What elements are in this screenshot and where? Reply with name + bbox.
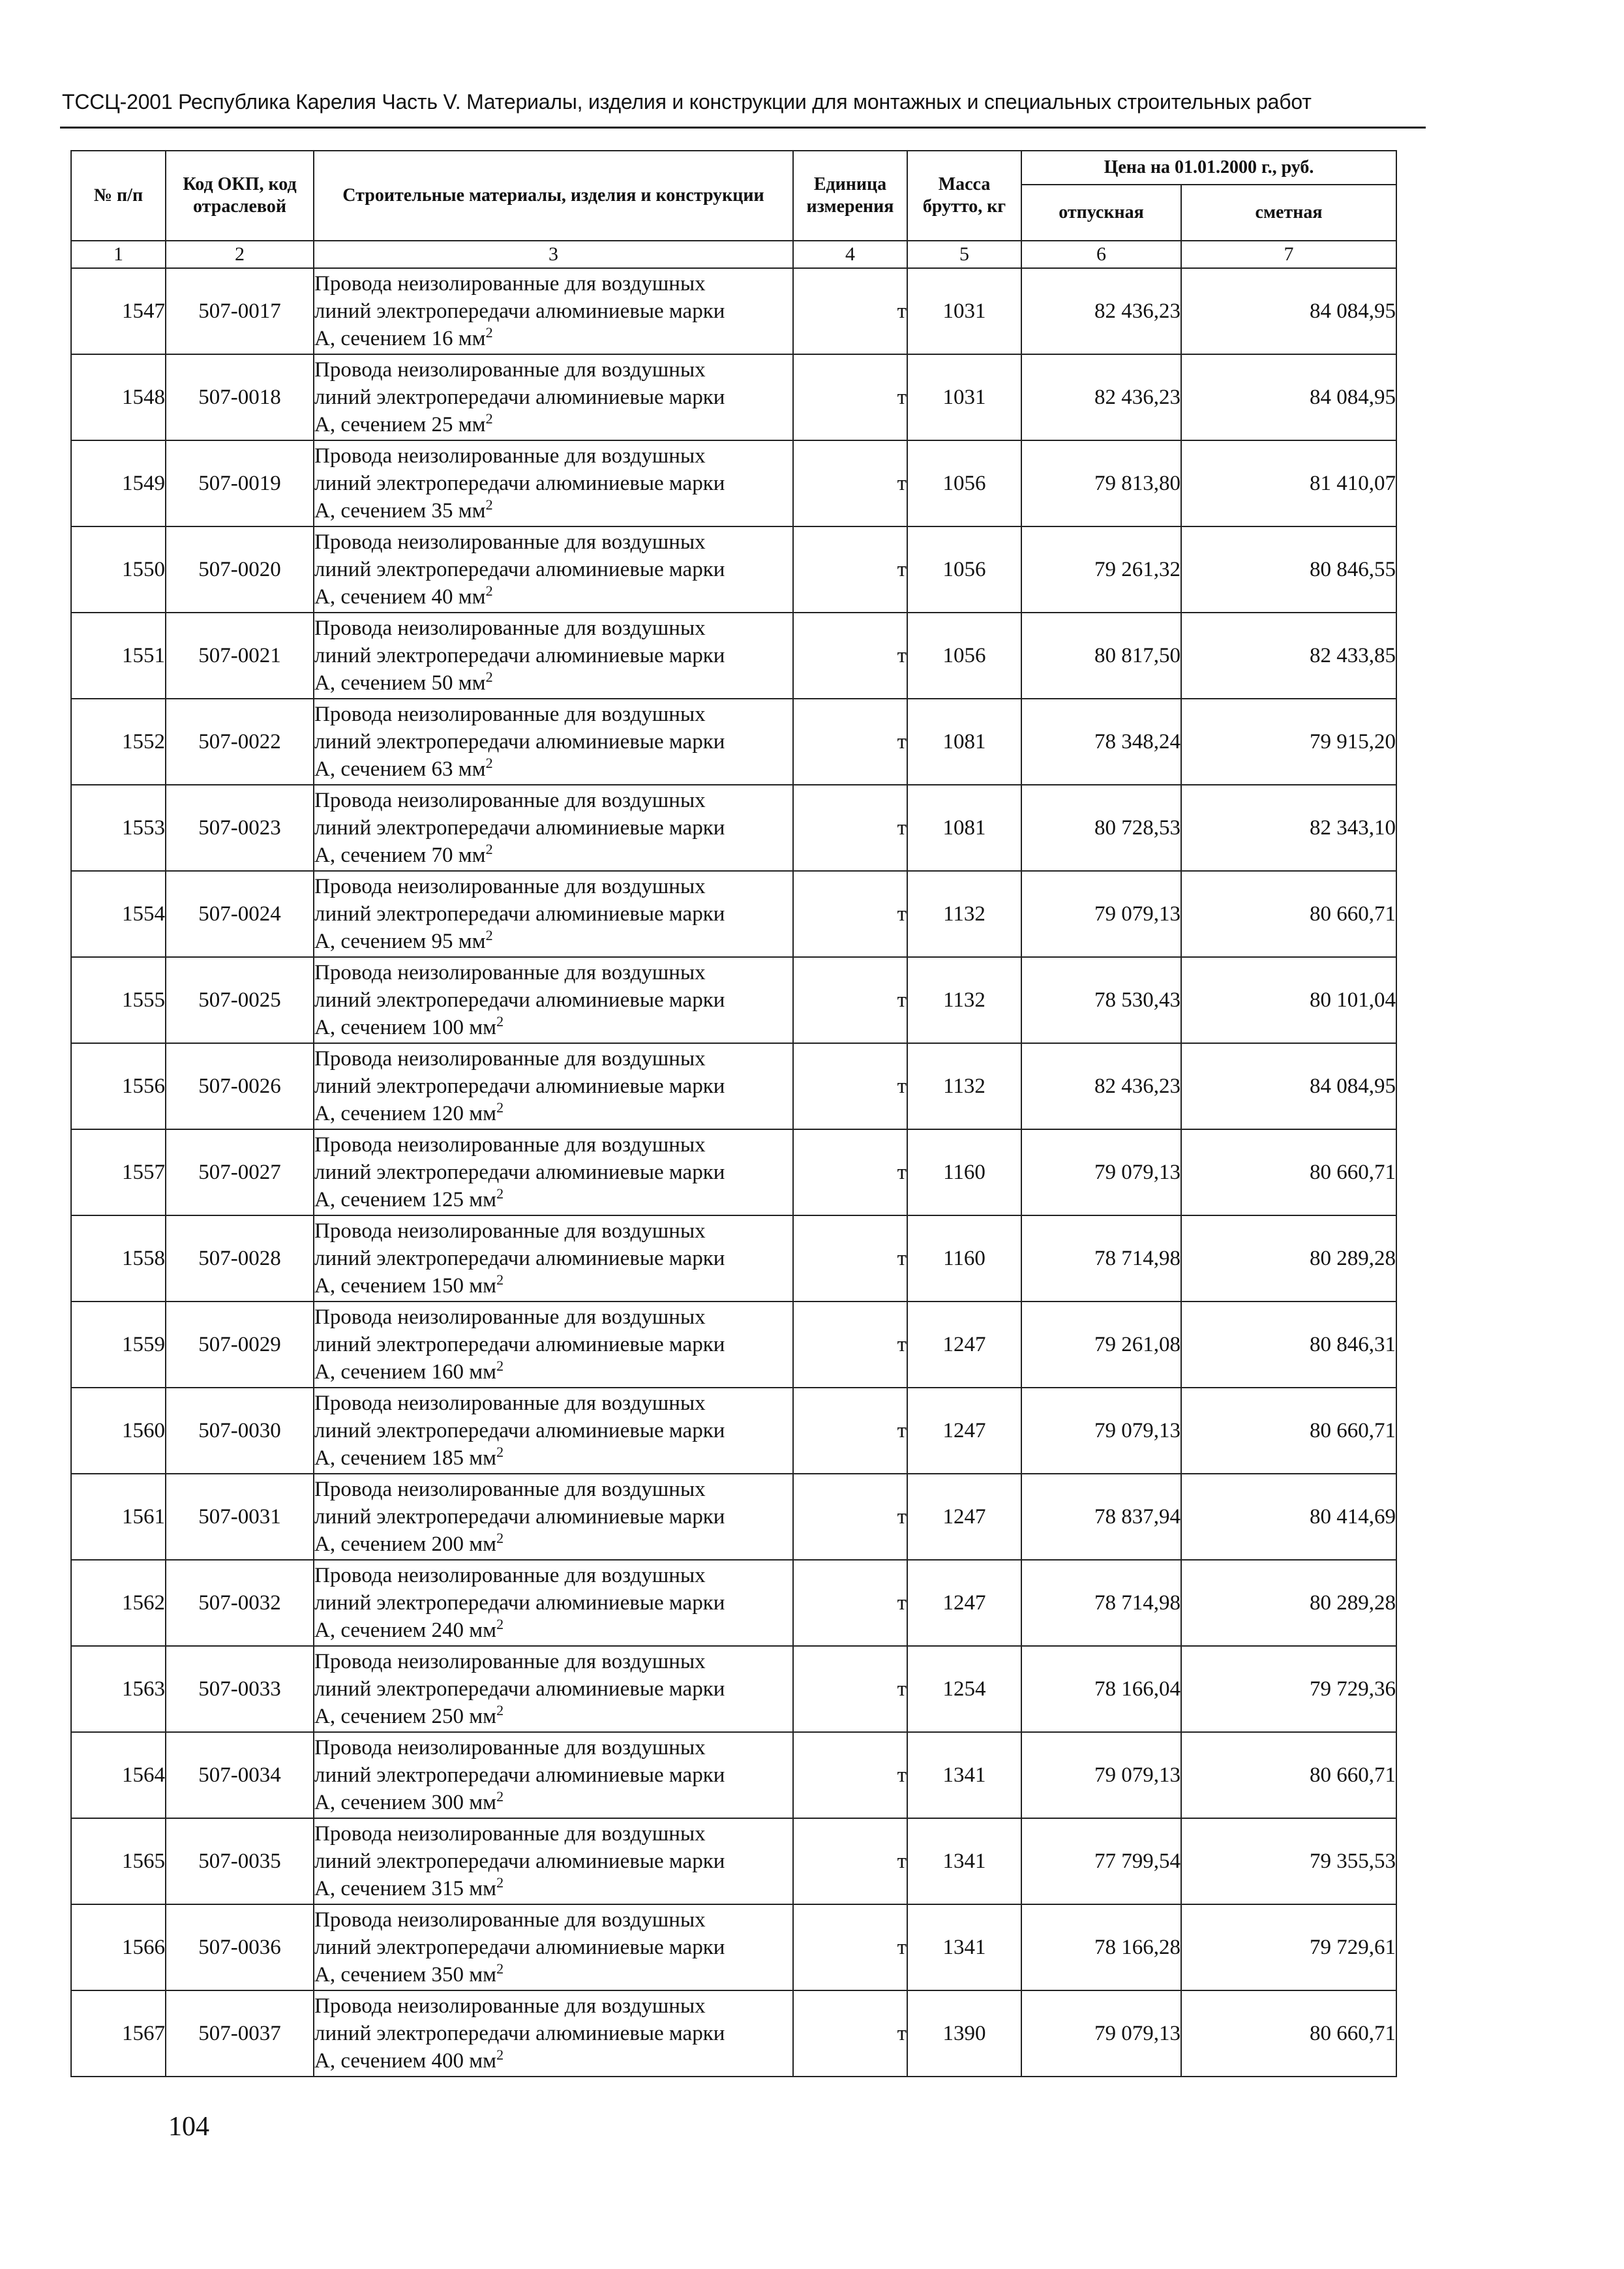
row-number: 1548 [71, 354, 166, 440]
row-mass: 1132 [907, 957, 1021, 1043]
row-name-section: А, сечением 160 мм [314, 1360, 497, 1384]
row-name-superscript: 2 [485, 841, 493, 857]
column-number: 2 [166, 241, 314, 268]
header-price-estimate: сметная [1181, 185, 1396, 241]
row-price-release: 79 079,13 [1021, 871, 1181, 957]
table-row [71, 268, 1396, 354]
row-mass: 1132 [907, 1043, 1021, 1129]
row-name-line [314, 1358, 792, 1386]
row-code: 507-0025 [166, 957, 314, 1043]
row-number: 1550 [71, 526, 166, 613]
row-price-estimate: 82 343,10 [1181, 785, 1396, 871]
row-mass: 1341 [907, 1818, 1021, 1904]
page-number: 104 [168, 2112, 209, 2142]
row-code: 507-0018 [166, 354, 314, 440]
row-price-release: 78 530,43 [1021, 957, 1181, 1043]
row-name-superscript: 2 [485, 410, 493, 427]
row-price-estimate: 80 660,71 [1181, 1388, 1396, 1474]
table-body [71, 268, 1396, 2077]
row-name-superscript: 2 [496, 1702, 504, 1718]
row-name-superscript: 2 [496, 1616, 504, 1632]
row-number: 1556 [71, 1043, 166, 1129]
row-price-release: 80 817,50 [1021, 613, 1181, 699]
row-price-estimate: 84 084,95 [1181, 354, 1396, 440]
row-name-line: линий электропередачи алюминиевые марки [314, 1677, 725, 1701]
row-name-line: Провода неизолированные для воздушных [314, 1047, 706, 1071]
row-name [314, 440, 793, 526]
row-name [314, 1904, 793, 1990]
row-name-line: Провода неизолированные для воздушных [314, 1908, 706, 1932]
row-price-estimate: 80 660,71 [1181, 1732, 1396, 1818]
row-unit: т [793, 1388, 907, 1474]
row-number: 1567 [71, 1990, 166, 2077]
header-price-release: отпускная [1021, 185, 1181, 241]
row-name-line [314, 669, 792, 697]
row-name-line: линий электропередачи алюминиевые марки [314, 644, 725, 667]
row-name-line: линий электропередачи алюминиевые марки [314, 1161, 725, 1184]
row-unit: т [793, 354, 907, 440]
table-row [71, 1732, 1396, 1818]
row-name-line [314, 1014, 792, 1041]
row-number: 1547 [71, 268, 166, 354]
row-name-section: А, сечением 250 мм [314, 1705, 497, 1728]
row-name-line: линий электропередачи алюминиевые марки [314, 988, 725, 1012]
row-number: 1555 [71, 957, 166, 1043]
row-code: 507-0033 [166, 1646, 314, 1732]
row-name-section: А, сечением 50 мм [314, 671, 486, 695]
row-price-estimate: 81 410,07 [1181, 440, 1396, 526]
row-price-release: 79 813,80 [1021, 440, 1181, 526]
row-name-line [314, 928, 792, 955]
row-mass: 1390 [907, 1990, 1021, 2077]
row-name-superscript: 2 [485, 496, 493, 513]
row-name-line: Провода неизолированные для воздушных [314, 961, 706, 984]
row-mass: 1081 [907, 699, 1021, 785]
row-name-line: линий электропередачи алюминиевые марки [314, 1763, 725, 1787]
row-price-release: 79 079,13 [1021, 1388, 1181, 1474]
row-code: 507-0034 [166, 1732, 314, 1818]
row-price-release: 78 166,28 [1021, 1904, 1181, 1990]
row-mass: 1247 [907, 1302, 1021, 1388]
row-name-line: линий электропередачи алюминиевые марки [314, 1505, 725, 1529]
row-code: 507-0023 [166, 785, 314, 871]
table-row [71, 1302, 1396, 1388]
row-unit: т [793, 1646, 907, 1732]
row-code: 507-0027 [166, 1129, 314, 1215]
row-mass: 1056 [907, 613, 1021, 699]
row-code: 507-0035 [166, 1818, 314, 1904]
row-name-line: Провода неизолированные для воздушных [314, 1994, 706, 2018]
row-name-section: А, сечением 35 мм [314, 499, 486, 523]
row-name-line: Провода неизолированные для воздушных [314, 789, 706, 812]
row-price-estimate: 80 846,31 [1181, 1302, 1396, 1388]
row-name-line: линий электропередачи алюминиевые марки [314, 1074, 725, 1098]
price-table [70, 150, 1397, 2077]
row-price-release: 77 799,54 [1021, 1818, 1181, 1904]
column-number: 5 [907, 241, 1021, 268]
row-name-line: линий электропередачи алюминиевые марки [314, 1591, 725, 1615]
row-price-estimate: 79 729,61 [1181, 1904, 1396, 1990]
row-name-line [314, 583, 792, 611]
row-name-section: А, сечением 125 мм [314, 1188, 497, 1211]
row-name-superscript: 2 [496, 1444, 504, 1460]
row-name-superscript: 2 [496, 1788, 504, 1805]
row-name [314, 1043, 793, 1129]
row-name-section: А, сечением 16 мм [314, 327, 486, 350]
row-unit: т [793, 1732, 907, 1818]
row-name [314, 526, 793, 613]
row-name-superscript: 2 [485, 324, 493, 341]
row-name-line [314, 755, 792, 783]
row-name-line: Провода неизолированные для воздушных [314, 703, 706, 726]
row-name [314, 1732, 793, 1818]
row-number: 1558 [71, 1215, 166, 1302]
row-code: 507-0024 [166, 871, 314, 957]
row-name [314, 1646, 793, 1732]
table-row [71, 1904, 1396, 1990]
row-name-line: Провода неизолированные для воздушных [314, 1736, 706, 1759]
row-name-superscript: 2 [485, 755, 493, 771]
header-mass: Масса брутто, кг [907, 151, 1021, 241]
row-code: 507-0021 [166, 613, 314, 699]
row-name-line: Провода неизолированные для воздушных [314, 1133, 706, 1157]
row-name-line: Провода неизолированные для воздушных [314, 444, 706, 468]
row-name-line: Провода неизолированные для воздушных [314, 875, 706, 898]
row-name-section: А, сечением 185 мм [314, 1446, 497, 1470]
row-name-line: линий электропередачи алюминиевые марки [314, 816, 725, 840]
row-price-release: 79 261,32 [1021, 526, 1181, 613]
table-row [71, 613, 1396, 699]
row-mass: 1160 [907, 1129, 1021, 1215]
row-number: 1557 [71, 1129, 166, 1215]
row-name-line [314, 1530, 792, 1558]
row-name-line: линий электропередачи алюминиевые марки [314, 472, 725, 495]
table-row [71, 1646, 1396, 1732]
row-mass: 1056 [907, 440, 1021, 526]
row-code: 507-0029 [166, 1302, 314, 1388]
row-name-line: линий электропередачи алюминиевые марки [314, 730, 725, 754]
row-name-section: А, сечением 95 мм [314, 930, 486, 953]
row-name-superscript: 2 [496, 1358, 504, 1374]
table-row [71, 1560, 1396, 1646]
row-price-release: 79 079,13 [1021, 1732, 1181, 1818]
row-code: 507-0026 [166, 1043, 314, 1129]
table-row [71, 1990, 1396, 2077]
row-code: 507-0036 [166, 1904, 314, 1990]
row-mass: 1132 [907, 871, 1021, 957]
table-row [71, 957, 1396, 1043]
row-name [314, 957, 793, 1043]
row-mass: 1160 [907, 1215, 1021, 1302]
row-name-section: А, сечением 40 мм [314, 585, 486, 609]
header-unit: Единица измерения [793, 151, 907, 241]
row-name-section: А, сечением 400 мм [314, 2049, 497, 2073]
row-name-line [314, 1703, 792, 1730]
row-name-line: Провода неизолированные для воздушных [314, 1305, 706, 1329]
row-unit: т [793, 957, 907, 1043]
row-number: 1563 [71, 1646, 166, 1732]
table-row [71, 871, 1396, 957]
row-name-line: Провода неизолированные для воздушных [314, 1219, 706, 1243]
table-row [71, 1474, 1396, 1560]
row-number: 1565 [71, 1818, 166, 1904]
column-number: 4 [793, 241, 907, 268]
row-price-estimate: 80 101,04 [1181, 957, 1396, 1043]
row-price-estimate: 80 289,28 [1181, 1560, 1396, 1646]
row-name-line [314, 411, 792, 438]
row-number: 1554 [71, 871, 166, 957]
row-mass: 1341 [907, 1732, 1021, 1818]
row-price-estimate: 82 433,85 [1181, 613, 1396, 699]
row-mass: 1247 [907, 1388, 1021, 1474]
header-row-top [71, 151, 1396, 185]
row-unit: т [793, 268, 907, 354]
table-row [71, 785, 1396, 871]
header-rule [60, 127, 1426, 129]
row-price-release: 79 261,08 [1021, 1302, 1181, 1388]
row-unit: т [793, 1474, 907, 1560]
row-name-line: линий электропередачи алюминиевые марки [314, 902, 725, 926]
row-unit: т [793, 699, 907, 785]
row-name-section: А, сечением 25 мм [314, 413, 486, 436]
row-name-line: линий электропередачи алюминиевые марки [314, 2022, 725, 2045]
row-name [314, 613, 793, 699]
row-number: 1566 [71, 1904, 166, 1990]
row-price-release: 79 079,13 [1021, 1990, 1181, 2077]
row-name-superscript: 2 [496, 2047, 504, 2063]
row-code: 507-0030 [166, 1388, 314, 1474]
header-name: Строительные материалы, изделия и конструкции [314, 151, 793, 241]
row-name-line: линий электропередачи алюминиевые марки [314, 1936, 725, 1959]
row-unit: т [793, 1215, 907, 1302]
row-code: 507-0019 [166, 440, 314, 526]
table-row [71, 1129, 1396, 1215]
row-name-superscript: 2 [496, 1099, 504, 1116]
row-price-release: 82 436,23 [1021, 354, 1181, 440]
row-name [314, 1388, 793, 1474]
row-name-section: А, сечением 63 мм [314, 757, 486, 781]
row-price-estimate: 80 846,55 [1181, 526, 1396, 613]
row-name-superscript: 2 [485, 669, 493, 685]
row-mass: 1341 [907, 1904, 1021, 1990]
row-name-superscript: 2 [496, 1874, 504, 1891]
running-title: ТССЦ-2001 Республика Карелия Часть V. Материалы, изделия и конструкции для монтажных и специальных строительных работ [62, 90, 1312, 114]
row-number: 1553 [71, 785, 166, 871]
row-name [314, 1990, 793, 2077]
header-no: № п/п [71, 151, 166, 241]
row-mass: 1254 [907, 1646, 1021, 1732]
row-name-section: А, сечением 150 мм [314, 1274, 497, 1298]
row-name-line: Провода неизолированные для воздушных [314, 617, 706, 640]
row-name [314, 1215, 793, 1302]
row-unit: т [793, 440, 907, 526]
row-name-superscript: 2 [496, 1960, 504, 1977]
row-unit: т [793, 1818, 907, 1904]
row-name-line: линий электропередачи алюминиевые марки [314, 1419, 725, 1442]
table-row [71, 526, 1396, 613]
row-name-superscript: 2 [485, 927, 493, 943]
table-row [71, 1818, 1396, 1904]
row-name-section: А, сечением 200 мм [314, 1532, 497, 1556]
table-row [71, 1043, 1396, 1129]
row-name-line: Провода неизолированные для воздушных [314, 1478, 706, 1501]
row-name-superscript: 2 [485, 583, 493, 599]
row-price-release: 78 714,98 [1021, 1560, 1181, 1646]
row-name-line: линий электропередачи алюминиевые марки [314, 1247, 725, 1270]
row-name [314, 1560, 793, 1646]
row-name [314, 1302, 793, 1388]
row-name [314, 871, 793, 957]
row-name-section: А, сечением 70 мм [314, 844, 486, 867]
header-code: Код ОКП, код отраслевой [166, 151, 314, 241]
row-name-line: линий электропередачи алюминиевые марки [314, 386, 725, 409]
row-name-line [314, 1272, 792, 1300]
row-mass: 1031 [907, 268, 1021, 354]
row-name-line [314, 1961, 792, 1988]
row-name [314, 1129, 793, 1215]
row-mass: 1081 [907, 785, 1021, 871]
row-price-estimate: 79 915,20 [1181, 699, 1396, 785]
table-row [71, 1388, 1396, 1474]
row-price-estimate: 80 414,69 [1181, 1474, 1396, 1560]
row-price-estimate: 79 729,36 [1181, 1646, 1396, 1732]
row-name [314, 1818, 793, 1904]
table-row [71, 699, 1396, 785]
row-number: 1564 [71, 1732, 166, 1818]
row-name [314, 699, 793, 785]
row-name-superscript: 2 [496, 1013, 504, 1029]
column-number: 7 [1181, 241, 1396, 268]
table-row [71, 440, 1396, 526]
row-name-line [314, 842, 792, 869]
row-mass: 1056 [907, 526, 1021, 613]
row-name-line [314, 1444, 792, 1472]
row-price-estimate: 84 084,95 [1181, 1043, 1396, 1129]
row-number: 1559 [71, 1302, 166, 1388]
row-name-line: Провода неизолированные для воздушных [314, 358, 706, 382]
row-price-estimate: 80 660,71 [1181, 871, 1396, 957]
row-code: 507-0022 [166, 699, 314, 785]
row-price-release: 82 436,23 [1021, 268, 1181, 354]
row-name-line: линий электропередачи алюминиевые марки [314, 1850, 725, 1873]
row-number: 1562 [71, 1560, 166, 1646]
row-name-line [314, 1100, 792, 1127]
row-name-line: Провода неизолированные для воздушных [314, 530, 706, 554]
column-number: 3 [314, 241, 793, 268]
row-name [314, 785, 793, 871]
row-mass: 1247 [907, 1560, 1021, 1646]
row-name-line: линий электропередачи алюминиевые марки [314, 299, 725, 323]
row-name [314, 1474, 793, 1560]
table-row [71, 354, 1396, 440]
row-name-section: А, сечением 300 мм [314, 1791, 497, 1814]
row-name-line: Провода неизолированные для воздушных [314, 1650, 706, 1673]
row-unit: т [793, 1904, 907, 1990]
row-price-estimate: 80 660,71 [1181, 1990, 1396, 2077]
row-name-line [314, 325, 792, 352]
row-price-estimate: 84 084,95 [1181, 268, 1396, 354]
row-name-line: линий электропередачи алюминиевые марки [314, 1333, 725, 1356]
row-price-release: 79 079,13 [1021, 1129, 1181, 1215]
row-price-release: 80 728,53 [1021, 785, 1181, 871]
row-name-section: А, сечением 120 мм [314, 1102, 497, 1125]
row-code: 507-0017 [166, 268, 314, 354]
row-price-release: 82 436,23 [1021, 1043, 1181, 1129]
row-price-release: 78 714,98 [1021, 1215, 1181, 1302]
row-name [314, 268, 793, 354]
row-name-superscript: 2 [496, 1530, 504, 1546]
row-name-line [314, 1617, 792, 1644]
row-number: 1561 [71, 1474, 166, 1560]
row-name-section: А, сечением 315 мм [314, 1877, 497, 1900]
row-name-line: линий электропередачи алюминиевые марки [314, 558, 725, 581]
row-name-section: А, сечением 100 мм [314, 1016, 497, 1039]
row-price-estimate: 80 289,28 [1181, 1215, 1396, 1302]
row-unit: т [793, 1560, 907, 1646]
row-name [314, 354, 793, 440]
row-name-line: Провода неизолированные для воздушных [314, 1564, 706, 1587]
row-unit: т [793, 613, 907, 699]
row-number: 1552 [71, 699, 166, 785]
row-name-line [314, 1186, 792, 1213]
row-mass: 1031 [907, 354, 1021, 440]
row-name-section: А, сечением 350 мм [314, 1963, 497, 1987]
row-price-release: 78 837,94 [1021, 1474, 1181, 1560]
row-number: 1551 [71, 613, 166, 699]
row-name-line [314, 2047, 792, 2075]
row-unit: т [793, 871, 907, 957]
row-number: 1549 [71, 440, 166, 526]
row-unit: т [793, 1302, 907, 1388]
row-name-superscript: 2 [496, 1185, 504, 1202]
row-name-line: Провода неизолированные для воздушных [314, 272, 706, 296]
row-unit: т [793, 1990, 907, 2077]
row-name-line: Провода неизолированные для воздушных [314, 1822, 706, 1846]
row-unit: т [793, 526, 907, 613]
row-unit: т [793, 1129, 907, 1215]
row-unit: т [793, 1043, 907, 1129]
row-price-release: 78 348,24 [1021, 699, 1181, 785]
row-code: 507-0031 [166, 1474, 314, 1560]
header-price-group: Цена на 01.01.2000 г., руб. [1021, 151, 1396, 185]
row-name-line: Провода неизолированные для воздушных [314, 1392, 706, 1415]
column-number: 1 [71, 241, 166, 268]
row-price-release: 78 166,04 [1021, 1646, 1181, 1732]
row-code: 507-0032 [166, 1560, 314, 1646]
row-name-section: А, сечением 240 мм [314, 1619, 497, 1642]
row-name-line [314, 497, 792, 525]
column-number-row [71, 241, 1396, 268]
row-name-line [314, 1875, 792, 1902]
row-price-estimate: 80 660,71 [1181, 1129, 1396, 1215]
row-code: 507-0028 [166, 1215, 314, 1302]
row-number: 1560 [71, 1388, 166, 1474]
row-price-estimate: 79 355,53 [1181, 1818, 1396, 1904]
row-name-superscript: 2 [496, 1272, 504, 1288]
table-row [71, 1215, 1396, 1302]
row-unit: т [793, 785, 907, 871]
row-code: 507-0020 [166, 526, 314, 613]
row-name-line [314, 1789, 792, 1816]
column-number: 6 [1021, 241, 1181, 268]
row-mass: 1247 [907, 1474, 1021, 1560]
row-code: 507-0037 [166, 1990, 314, 2077]
